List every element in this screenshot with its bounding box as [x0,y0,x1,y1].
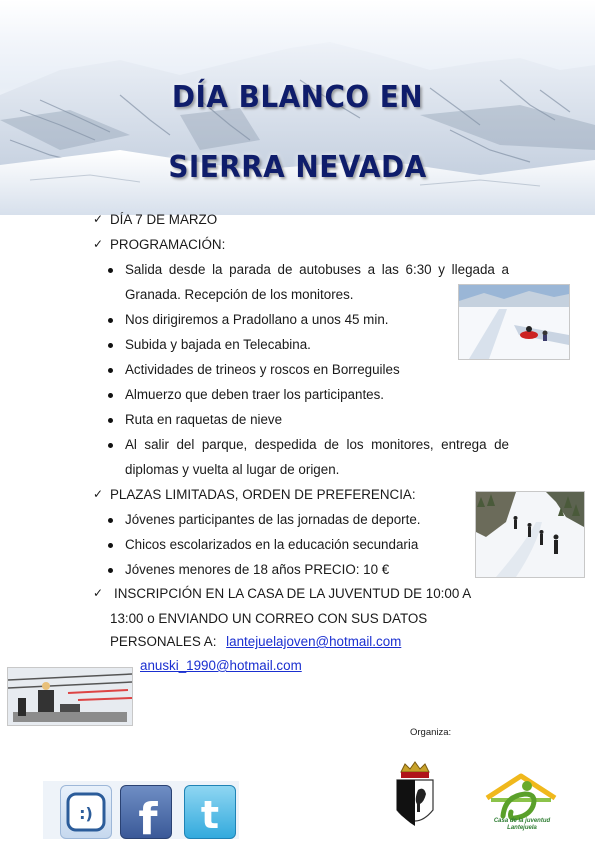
checkmark-icon: ✓ [93,586,104,600]
snowshoe-hike-photo [475,491,585,578]
twitter-icon[interactable] [184,785,236,839]
programa-item: diplomas y vuelta al lugar de origen. [125,462,340,477]
programa-item: Nos dirigiremos a Pradollano a unos 45 min. [125,312,389,327]
programa-item: Granada. Recepción de los monitores. [125,287,354,302]
bullet-icon [108,568,113,573]
casa-juventud-logo [481,772,561,836]
inscripcion-line-3 [110,634,401,650]
tuenti-icon[interactable] [60,785,112,839]
programa-heading: PROGRAMACIÓN: [110,237,226,252]
programa-item: Almuerzo que deben traer los participantes. [125,387,385,402]
organiza-label: Organiza: [410,727,452,738]
bullet-icon [108,368,113,373]
checkmark-icon: ✓ [93,237,104,251]
programa-item: Ruta en raquetas de nieve [125,412,283,427]
inscripcion-line-1: INSCRIPCIÓN EN LA CASA DE LA JUVENTUD DE 10:00 A [114,586,472,601]
inscripcion-prefix: PERSONALES A: [110,634,217,649]
svg-text:f: f [138,794,158,838]
plazas-item: Jóvenes menores de 18 años PRECIO: 10 € [125,562,390,577]
plazas-item: Jóvenes participantes de las jornadas de deporte. [125,512,421,527]
programa-item: Actividades de trineos y roscos en Borreguiles [125,362,400,377]
date-item: DÍA 7 DE MARZO [110,212,218,227]
house-logo-icon [481,772,561,822]
programa-item: Subida y bajada en Telecabina. [125,337,311,352]
telecabina-photo [7,667,133,726]
svg-text:t: t [200,793,220,837]
bullet-icon [108,443,113,448]
sledding-photo [458,284,570,360]
email-link-1[interactable]: lantejuelajoven@hotmail.com [226,634,402,649]
checkmark-icon: ✓ [93,487,104,501]
plazas-heading: PLAZAS LIMITADAS, ORDEN DE PREFERENCIA: [110,487,416,502]
bullet-icon [108,343,113,348]
email-link-2[interactable]: anuski_1990@hotmail.com [140,658,302,673]
checkmark-icon: ✓ [93,212,104,226]
plazas-item: Chicos escolarizados en la educación secundaria [125,537,419,552]
bullet-icon [108,518,113,523]
bullet-icon [108,268,113,273]
inscripcion-line-2: 13:00 o ENVIANDO UN CORREO CON SUS DATOS [110,611,428,626]
bullet-icon [108,393,113,398]
bullet-icon [108,318,113,323]
facebook-icon[interactable] [120,785,172,839]
svg-text::): :) [79,804,93,823]
logo-caption: Casa de la juventud Lantejuela [493,818,551,831]
programa-item: Al salir del parque, despedida de los monitores, entrega de [125,437,509,452]
bullet-icon [108,543,113,548]
programa-item: Salida desde la parada de autobuses a las 6:30 y llegada a [125,262,509,277]
mountain-banner [0,0,595,215]
title-line-2: SIERRA NEVADA [168,150,427,185]
bullet-icon [108,418,113,423]
title-line-1: DÍA BLANCO EN [171,80,424,115]
coat-of-arms-icon [393,760,437,836]
